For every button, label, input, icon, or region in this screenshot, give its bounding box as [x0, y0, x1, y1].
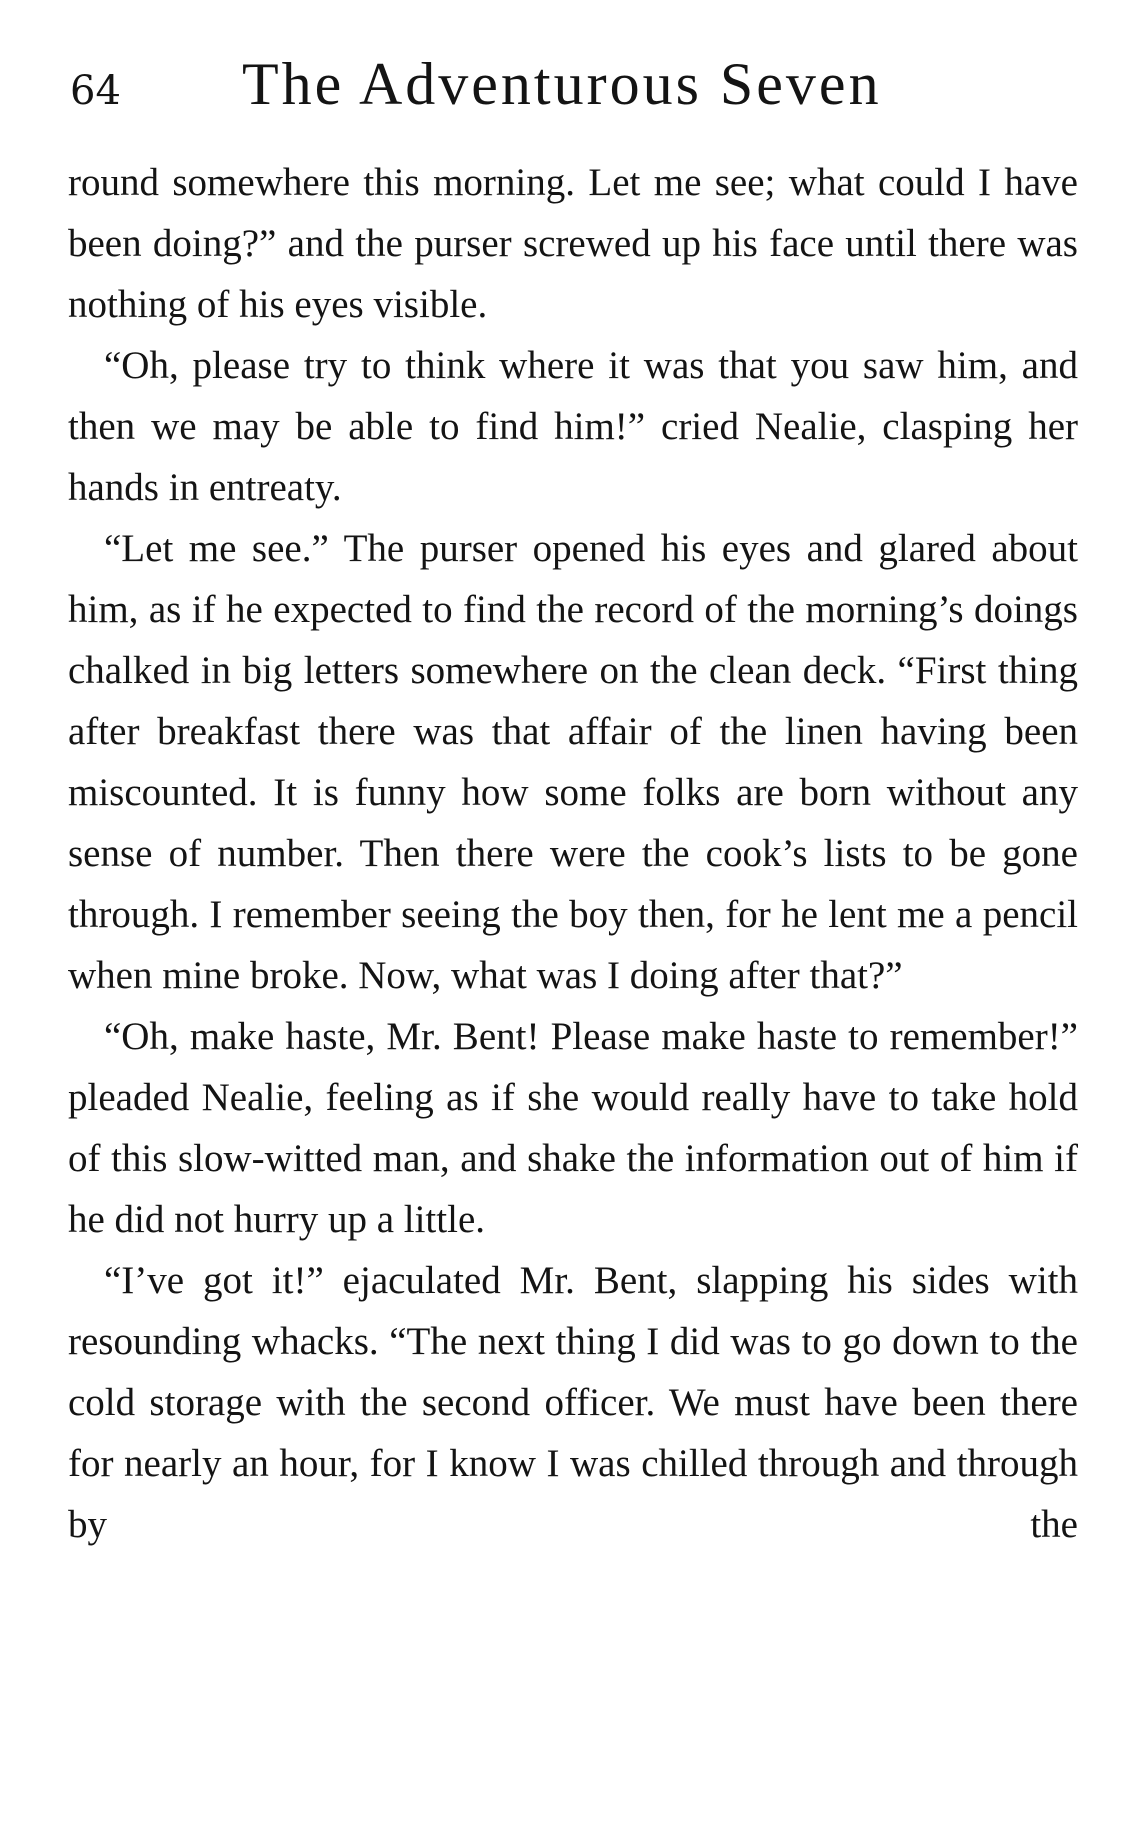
page-header [70, 50, 1080, 130]
paragraph: “Let me see.” The purser opened his eyes and glared about him, as if he expected to find the record of the morning’s doings chalked in big letters somewhere on the clean deck. “First thing after breakfast there was that affair of the linen having been miscounted. It is funny how some folks are born without any sense of number. Then there were the cook’s lists to be gone through. I remember seeing the boy then, for he lent me a pencil when mine broke. Now, what was I doing after that?” [68, 527, 1078, 997]
paragraph: “I’ve got it!” ejaculated Mr. Bent, slapping his sides with resounding whacks. “The next thing I did was to go down to the cold storage with the second officer. We must have been there for nearly an hour, for I know I was chilled through and through by the [68, 1259, 1078, 1546]
running-title: The Adventurous Seven [242, 51, 882, 117]
paragraph: round somewhere this morning. Let me see; what could I have been doing?” and the purser screwed up his face until there was nothing of his eyes visible. [68, 161, 1078, 326]
page-number: 64 [70, 68, 121, 114]
paragraph: “Oh, please try to think where it was that you saw him, and then we may be able to find him!” cried Nealie, clasping her hands in entreaty. [68, 344, 1078, 509]
paragraph: “Oh, make haste, Mr. Bent! Please make haste to remember!” pleaded Nealie, feeling as if she would really have to take hold of this slow-witted man, and shake the information out of him if he did not hurry up a little. [68, 1015, 1078, 1241]
body-text [68, 152, 1078, 1555]
